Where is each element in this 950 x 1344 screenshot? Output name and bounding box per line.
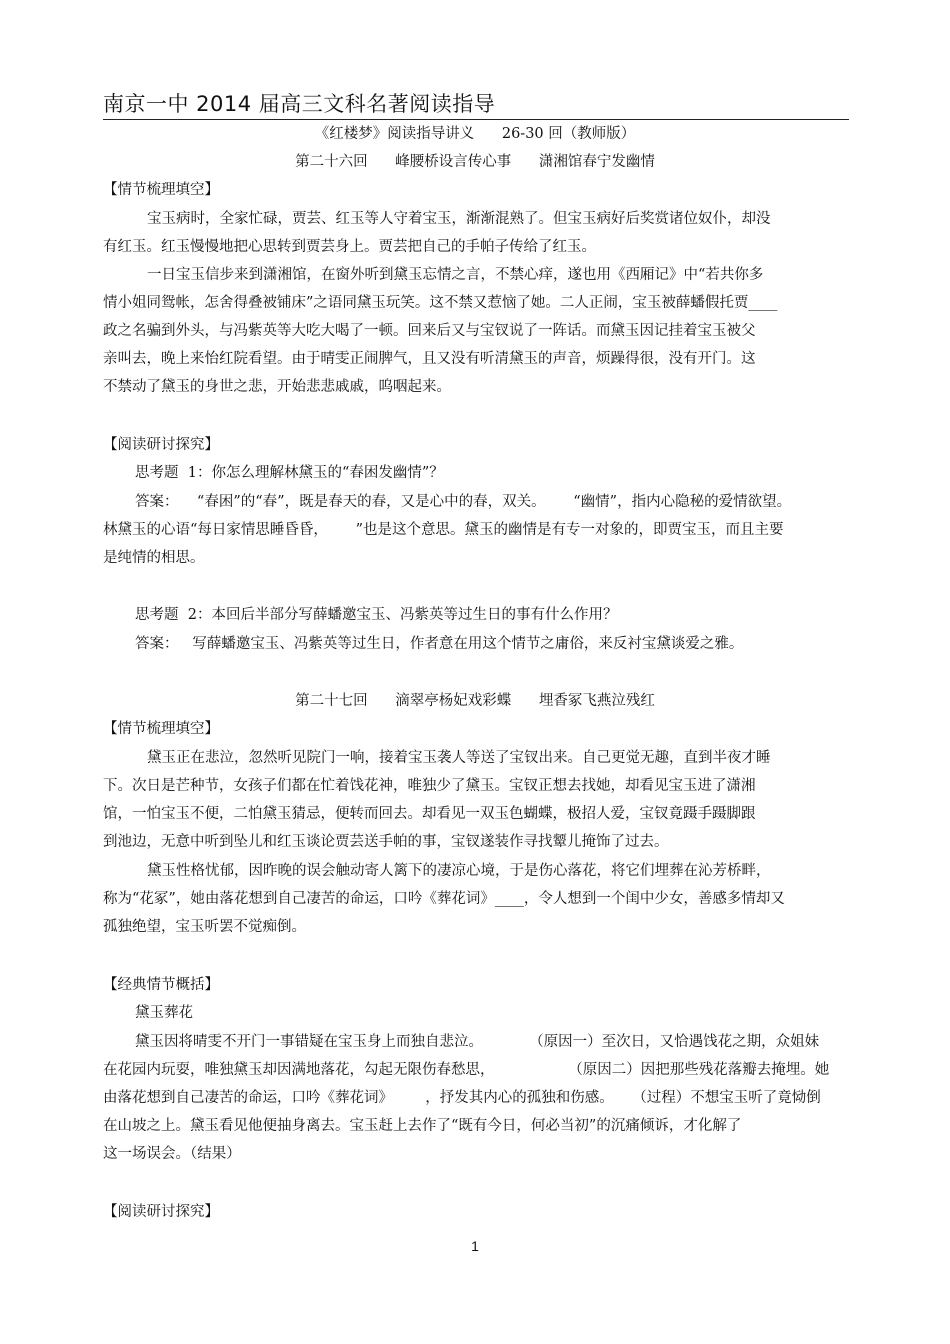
chapter26-section-plot: 【情节梳理填空】 — [103, 182, 219, 198]
summary-line: 这一场误会。（结果） — [103, 1146, 241, 1162]
answer-2: 答案： 写薛蟠邀宝玉、冯紫英等过生日，作者意在用这个情节之庸俗，来反衬宝黛谈爱之雅。 — [135, 636, 744, 652]
chapter27-section-summary: 【经典情节概括】 — [103, 977, 219, 993]
paragraph-line: 孤独绝望，宝玉听罢不觉痴倒。 — [103, 919, 306, 935]
paragraph-line: 不禁动了黛玉的身世之悲，开始悲悲戚戚，呜咽起来。 — [103, 379, 451, 395]
header-rule — [103, 119, 849, 120]
paragraph-line: 黛玉性格忧郁，因昨晚的误会触动寄人篱下的凄凉心境，于是伤心落花，将它们埋葬在沁芳桥畔， — [147, 863, 771, 879]
chapter27-section-discussion: 【阅读研讨探究】 — [103, 1204, 219, 1220]
summary-line: 由落花想到自己凄苦的命运，口吟《葬花词》 ，抒发其内心的孤独和伤感。 （过程）不想宝玉听了竟恸倒 — [103, 1090, 821, 1106]
paragraph-line: 宝玉病时，全家忙碌，贾芸、红玉等人守着宝玉，渐渐混熟了。但宝玉病好后奖赏诸位奴仆，却没 — [147, 211, 771, 227]
paragraph-line: 称为“花冢”，她由落花想到自己凄苦的命运，口吟《葬花词》____，令人想到一个闺中少女，善感多情却又 — [103, 891, 785, 907]
answer-1-line: 是纯情的相思。 — [103, 550, 205, 566]
paragraph-line: 馆，一怕宝玉不便，二怕黛玉猜忌，便转而回去。却看见一双玉色蝴蝶，极招人爱，宝钗竟蹑手蹑脚跟 — [103, 806, 756, 822]
chapter26-section-discussion: 【阅读研讨探究】 — [103, 437, 219, 453]
answer-1-line: 答案： “春困”的“春”，既是春天的春，又是心中的春，双关。 “幽情”，指内心隐秘的爱情欲望。 — [135, 494, 792, 510]
summary-title: 黛玉葬花 — [135, 1005, 193, 1021]
paragraph-line: 下。次日是芒种节，女孩子们都在忙着饯花神，唯独少了黛玉。宝钗正想去找她，却看见宝玉进了潇湘 — [103, 778, 756, 794]
summary-line: 在山坡之上。黛玉看见他便抽身离去。宝玉赶上去作了“既有今日，何必当初”的沉痛倾诉，才化解了 — [103, 1118, 742, 1134]
document-header: 南京一中 2014 届高三文科名著阅读指导 — [103, 92, 496, 116]
paragraph-line: 情小姐同鸳帐，怎舍得叠被铺床”之语同黛玉玩笑。这不禁又惹恼了她。二人正闹，宝玉被薛蟠假托贾____ — [103, 295, 778, 311]
summary-line: 在花园内玩耍，唯独黛玉却因满地落花，勾起无限伤春愁思， （原因二）因把那些残花落瓣去掩埋。她 — [103, 1062, 830, 1078]
page-number: 1 — [471, 1238, 479, 1254]
chapter26-title: 第二十六回 峰腰桥设言传心事 潇湘馆春宁发幽情 — [295, 154, 655, 170]
paragraph-line: 亲叫去，晚上来怡红院看望。由于晴雯正闹脾气，且又没有听清黛玉的声音，烦躁得很，没有开门。这 — [103, 351, 756, 367]
question-2: 思考题 2：本回后半部分写薛蟠邀宝玉、冯紫英等过生日的事有什么作用？ — [135, 607, 618, 623]
subtitle: 《红楼梦》阅读指导讲义 26-30 回（教师版） — [314, 126, 636, 142]
paragraph-line: 有红玉。红玉慢慢地把心思转到贾芸身上。贾芸把自己的手帕子传给了红玉。 — [103, 239, 596, 255]
chapter27-title: 第二十七回 滴翠亭杨妃戏彩蝶 埋香冢飞燕泣残红 — [295, 693, 655, 709]
paragraph-line: 一日宝玉信步来到潇湘馆，在窗外听到黛玉忘情之言，不禁心痒，遂也用《西厢记》中“若共你多 — [147, 267, 764, 283]
paragraph-line: 黛玉正在悲泣，忽然听见院门一响，接着宝玉袭人等送了宝钗出来。自己更觉无趣，直到半夜才睡 — [147, 750, 771, 766]
summary-line: 黛玉因将晴雯不开门一事错疑在宝玉身上而独自悲泣。 （原因一）至次日，又恰遇饯花之期，众姐妹 — [135, 1034, 820, 1050]
chapter27-section-plot: 【情节梳理填空】 — [103, 721, 219, 737]
paragraph-line: 到池边，无意中听到坠儿和红玉谈论贾芸送手帕的事，宝钗遂装作寻找颦儿掩饰了过去。 — [103, 834, 669, 850]
question-1: 思考题 1：你怎么理解林黛玉的“春困发幽情”？ — [135, 465, 444, 481]
answer-1-line: 林黛玉的心语“每日家情思睡昏昏， ”也是这个意思。黛玉的幽情是有专一对象的，即贾宝玉，而且主要 — [103, 522, 784, 538]
paragraph-line: 政之名骗到外头，与冯紫英等大吃大喝了一顿。回来后又与宝钗说了一阵话。而黛玉因记挂着宝玉被父 — [103, 323, 756, 339]
